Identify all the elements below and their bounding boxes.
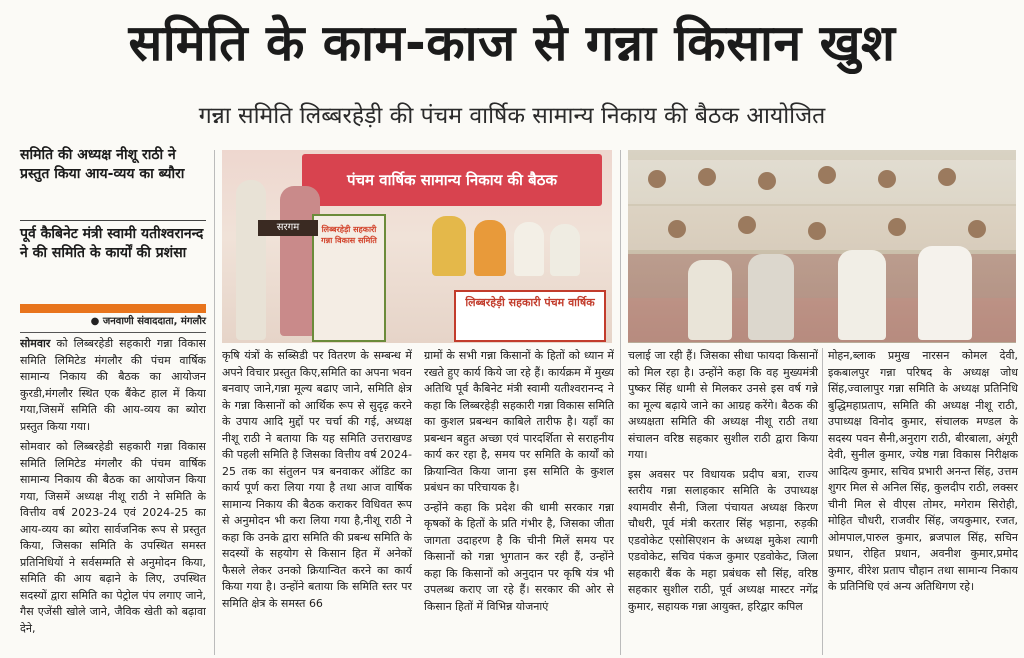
audience-head: [878, 170, 896, 188]
person-seated: [474, 220, 506, 276]
audience-person: [918, 246, 972, 340]
pull-quote-1: समिति की अध्यक्ष नीशू राठी ने प्रस्तुत किया आय-व्यय का ब्यौरा: [20, 147, 185, 182]
article-column-1: [20, 336, 206, 650]
column-divider: [620, 150, 621, 655]
audience-head: [818, 166, 836, 184]
headline: समिति के काम-काज से गन्ना किसान खुश: [128, 14, 896, 72]
byline: ● जनवाणी संवाददाता, मंगलौर: [90, 316, 206, 327]
audience-person: [688, 260, 732, 340]
accent-bar: [20, 304, 206, 313]
paragraph: उन्होंने कहा कि प्रदेश की धामी सरकार गन्ना कृषकों के हितों के प्रति गंभीर है, जिसका जीता जागता उदाहरण है कि चीनी मिलें समय पर किसानों को गन्ना भुगतान कर रही हैं, उन्होंने कहा कि किसानों को अनुदान पर कृषि यंत्र भी उपलब्ध कराए जा रहे हैं। सरकार की ओर से किसान हितों में विभिन्न योजनाएं: [424, 500, 614, 613]
audience-head: [698, 168, 716, 186]
subheadline: गन्ना समिति लिब्बरहेड़ी की पंचम वार्षिक सामान्य निकाय की बैठक आयोजित: [198, 103, 826, 129]
podium-label: लिब्बरहेड़ी सहकारी गन्ना विकास समिति: [321, 225, 377, 245]
pull-quote-2: पूर्व कैबिनेट मंत्री स्वामी यतीश्वरानन्द ने की समिति के कार्यों की प्रशंसा: [20, 220, 206, 302]
person-seated: [514, 222, 544, 276]
audience-head: [758, 172, 776, 190]
photo-stage: [222, 150, 612, 343]
article-column-5: [828, 348, 1018, 654]
paragraph: कृषि यंत्रों के सब्सिडी पर वितरण के सम्बन्ध में अपने विचार प्रस्तुत किए,समिति का अपना भवन बनवाए जाने,गन्ना मूल्य बढाए जाने, समिति क्षेत्र के गन्ना किसानों को आर्थिक रूप से सुदृढ़ करने के उपाय आदि मुद्दों पर चर्चा की गई, अध्यक्ष नीशू राठी ने बताया कि यह समिति उत्तराखण्ड की पहली समिति है जिसका वित्तीय वर्ष 2024-25 तक का संतुलन पत्र बनवाकर ऑडिट का कार्य पूर्ण करा लिया गया है तथा आज वार्षिक सामान्य निकाय की बैठक कराकर विधिवत रूप से अनुमोदन भी करा लिया गया है,नीशू राठी ने कहा कि उनके द्वारा समिति की प्रबन्ध समिति के सदस्यों के सहयोग से किसान हित में अनेकों फैसले लेकर उनको क्रियान्वित करने का कार्य किया गया है। उन्होंने बताया कि समिति स्तर पर समिति क्षेत्र के समस्त 66: [222, 349, 412, 610]
article-column-4: [628, 348, 818, 654]
audience-person: [748, 254, 794, 340]
audience-head: [808, 222, 826, 240]
byline-divider: [20, 332, 206, 333]
person-seated: [432, 216, 466, 276]
mic-label: सरगम: [258, 220, 318, 236]
audience-person: [838, 250, 886, 340]
person-seated: [550, 224, 580, 276]
article-column-3: [424, 348, 614, 654]
person-standing: [236, 180, 266, 340]
audience-head: [648, 170, 666, 188]
left-column: [20, 146, 206, 650]
stage-banner: पंचम वार्षिक सामान्य निकाय की बैठक: [302, 154, 602, 206]
article-column-2: [222, 348, 412, 654]
paragraph: मोहन,ब्लाक प्रमुख नारसन कोमल देवी, इकबालपुर गन्ना परिषद के अध्यक्ष जोध सिंह,ज्वालापुर गन्ना समिति के अध्यक्ष प्रतिनिधि बुद्धिमहाप्रताप, समिति की अध्यक्ष नीशू राठी, उपाध्यक्ष विनोद कुमार, संचालक मण्डल के सदस्य पवन सैनी,अनुराग राठी, बीरबाला, अंगूरी देवी, सुनील कुमार, ज्येष्ठ गन्ना विकास निरीक्षक आदित्य कुमार, सचिव प्रभारी अनन्त सिंह, उत्तम शुगर मिल से अनिल सिंह, कुलदीप राठी, लक्सर चीनी मिल से वीएस तोमर, मगेराम सिरोही, मोहित चौधरी, राजवीर सिंह, जयकुमार, रजत, ओमपाल,पारुल कुमार, ब्रजपाल सिंह, सचिन प्रधान, रोहित प्रधान, अवनीश कुमार,प्रमोद कुमार, वीरेश प्रताप चौहान तथा सामान्य निकाय के प्रतिनिधि एवं अन्य अतिथिगण रहे।: [828, 349, 1018, 593]
paragraph-text: को लिब्बरहेडी सहकारी गन्ना विकास समिति लिमिटेड मंगलौर की पंचम वार्षिक सामान्य निकाय की बैठक का आयोजन कुरडी,मंगलौर स्थित एक बैंकेट हाल में किया गया,जिसमें समिति की आय-व्यय का ब्योरा प्रस्तुत किया गया।: [20, 337, 206, 433]
column-divider: [214, 150, 215, 655]
floor-banner: लिब्बरहेड़ी सहकारी पंचम वार्षिक: [454, 290, 606, 342]
audience-head: [888, 218, 906, 236]
photo-audience: [628, 150, 1016, 343]
audience-head: [738, 216, 756, 234]
audience-head: [668, 220, 686, 238]
column-divider: [822, 348, 823, 655]
audience-head: [938, 168, 956, 186]
paragraph: सोमवार को लिब्बरहेडी सहकारी गन्ना विकास समिति लिमिटेड मंगलौर की पंचम वार्षिक सामान्य निकाय की बैठक का आयोजन किया गया, जिसमें अध्यक्ष नीशू राठी ने समिति के वित्तीय वर्ष 2023-24 एवं 2024-25 का आय-व्यय का ब्योरा सार्वजनिक रूप से प्रस्तुत किया, जिसका समिति के उपस्थित समस्त प्रतिनिधियों ने सर्वसम्मति से अनुमोदन किया, समिति की आय बढ़ाने के लिए, उपस्थित सदस्यों द्वारा समिति का पेट्रोल पंप लगाए जाने, गैस एजेंसी खोले जाने, जैविक खेती को बढ़ावा देने,: [20, 440, 206, 635]
audience-head: [968, 220, 986, 238]
paragraph: ग्रामों के सभी गन्ना किसानों के हितों को ध्यान में रखते हुए कार्य किये जा रहे हैं। कार्यक्रम में मुख्य अतिथि पूर्व कैबिनेट मंत्री स्वामी यतीश्वरानन्द ने कहा कि लिब्बरहेड़ी सहकारी गन्ना विकास समिति का कुशल प्रबन्धन काबिले तारीफ है। यहाँ का प्रबन्धन बहुत अच्छा एवं पारदर्शिता से सराहनीय कार्य कर रहा है, समय पर समिति के कार्यों को क्रियान्वित किया जाना इस समिति के कुशल प्रबंधन का परिचायक है।: [424, 349, 614, 494]
paragraph: चलाई जा रही हैं। जिसका सीधा फायदा किसानों को मिल रहा है। उन्होंने कहा कि वह मुख्यमंत्री पुष्कर सिंह धामी से मिलकर उनसे इस वर्ष गन्ने का मूल्य बढ़ाये जाने का आग्रह करेंगे। बैठक की अध्यक्षता समिति की अध्यक्ष नीशू राठी तथा संचालन वरिष्ठ सहकार सुशील राठी द्वारा किया गया।: [628, 349, 818, 461]
paragraph: इस अवसर पर विधायक प्रदीप बत्रा, राज्य स्तरीय गन्ना सलाहकार समिति के उपाध्यक्ष श्यामवीर सैनी, जिला पंचायत अध्यक्ष किरण चौधरी, पूर्व मंत्री करतार सिंह भड़ाना, रुड़की एडवोकेट एसोसिएशन के अध्यक्ष मुकेश त्यागी एडवोकेट, सचिव पंकज कुमार एडवोकेट, जिला सहकारी बैंक के महा प्रबंधक सौ सिंह, वरिष्ठ सहकार सुशील राठी, पूर्व अध्यक्ष मास्टर नगेंद्र कुमार, सहायक गन्ना आयुक्त, हरिद्वार कपिल: [628, 467, 818, 613]
paragraph: [20, 336, 206, 435]
lead-word: सोमवार: [20, 337, 51, 350]
podium: [312, 214, 386, 342]
